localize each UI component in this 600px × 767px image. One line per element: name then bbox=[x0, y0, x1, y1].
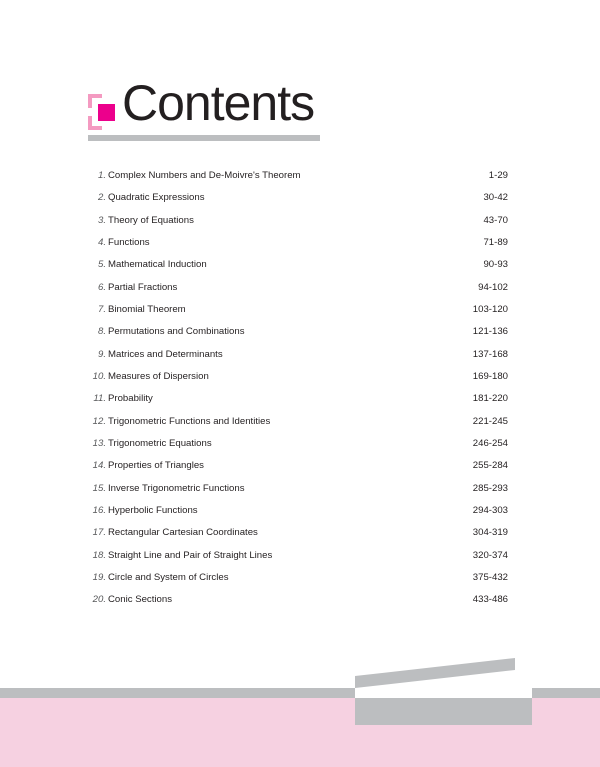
page-range: 90-93 bbox=[483, 259, 508, 271]
chapter-number: 7. bbox=[97, 303, 106, 315]
chapter-number: 20. bbox=[92, 594, 106, 606]
page-range: 137-168 bbox=[472, 348, 508, 360]
toc-entry[interactable] bbox=[80, 349, 508, 371]
chapter-number: 8. bbox=[97, 326, 106, 338]
chapter-title: Trigonometric Functions and Identities bbox=[108, 415, 271, 427]
chapter-title: Matrices and Determinants bbox=[108, 348, 223, 360]
contents-logo-icon bbox=[88, 94, 120, 130]
toc-entry[interactable] bbox=[80, 416, 508, 438]
page-range: 1-29 bbox=[488, 170, 508, 181]
page-range: 320-374 bbox=[472, 549, 508, 561]
chapter-number: 16. bbox=[92, 504, 106, 516]
table-of-contents bbox=[80, 170, 508, 617]
page-range: 43-70 bbox=[483, 214, 508, 226]
page-range: 285-293 bbox=[472, 482, 508, 494]
footer-stripe-left bbox=[0, 688, 355, 698]
page-range: 255-284 bbox=[472, 460, 508, 472]
chapter-title: Inverse Trigonometric Functions bbox=[108, 482, 245, 494]
chapter-number: 6. bbox=[97, 281, 106, 293]
page-range: 294-303 bbox=[472, 504, 508, 516]
toc-entry[interactable] bbox=[80, 192, 508, 214]
page-range: 103-120 bbox=[472, 303, 508, 315]
toc-entry[interactable] bbox=[80, 505, 508, 527]
toc-entry[interactable] bbox=[80, 572, 508, 594]
chapter-title: Properties of Triangles bbox=[108, 460, 204, 472]
footer-ramp-decoration bbox=[355, 656, 515, 688]
page-range: 30-42 bbox=[483, 192, 508, 204]
chapter-number: 3. bbox=[97, 214, 106, 226]
chapter-title: Partial Fractions bbox=[108, 281, 178, 293]
toc-entry[interactable] bbox=[80, 259, 508, 281]
page-range: 121-136 bbox=[472, 326, 508, 338]
toc-entry[interactable] bbox=[80, 215, 508, 237]
chapter-title: Mathematical Induction bbox=[108, 259, 207, 271]
title-underline bbox=[88, 135, 320, 141]
chapter-number: 5. bbox=[97, 259, 106, 271]
page-range: 375-432 bbox=[472, 571, 508, 583]
chapter-title: Trigonometric Equations bbox=[108, 437, 212, 449]
chapter-title: Binomial Theorem bbox=[108, 303, 186, 315]
footer-stripe-right bbox=[532, 688, 600, 698]
toc-entry[interactable] bbox=[80, 304, 508, 326]
toc-entry[interactable] bbox=[80, 237, 508, 259]
chapter-number: 11. bbox=[93, 393, 106, 405]
toc-entry[interactable] bbox=[80, 282, 508, 304]
chapter-number: 13. bbox=[92, 437, 106, 449]
toc-entry[interactable] bbox=[80, 326, 508, 348]
toc-entry[interactable] bbox=[80, 438, 508, 460]
chapter-number: 1. bbox=[97, 170, 106, 181]
page-range: 169-180 bbox=[472, 370, 508, 382]
page-range: 221-245 bbox=[472, 415, 508, 427]
page-range: 304-319 bbox=[472, 527, 508, 539]
toc-entry[interactable] bbox=[80, 460, 508, 482]
chapter-title: Probability bbox=[108, 393, 153, 405]
page-range: 181-220 bbox=[472, 393, 508, 405]
toc-entry[interactable] bbox=[80, 527, 508, 549]
page-title: Contents bbox=[122, 75, 315, 131]
toc-entry[interactable] bbox=[80, 170, 508, 192]
chapter-title: Permutations and Combinations bbox=[108, 326, 245, 338]
toc-entry[interactable] bbox=[80, 393, 508, 415]
chapter-number: 4. bbox=[97, 236, 106, 248]
chapter-number: 10. bbox=[92, 370, 106, 382]
chapter-title: Conic Sections bbox=[108, 594, 172, 606]
chapter-title: Complex Numbers and De-Moivre's Theorem bbox=[108, 170, 301, 181]
page-range: 246-254 bbox=[472, 437, 508, 449]
chapter-title: Circle and System of Circles bbox=[108, 571, 229, 583]
chapter-title: Quadratic Expressions bbox=[108, 192, 205, 204]
toc-entry[interactable] bbox=[80, 550, 508, 572]
chapter-number: 15. bbox=[92, 482, 106, 494]
page-range: 71-89 bbox=[483, 236, 508, 248]
chapter-title: Rectangular Cartesian Coordinates bbox=[108, 527, 258, 539]
toc-entry[interactable] bbox=[80, 483, 508, 505]
chapter-title: Hyperbolic Functions bbox=[108, 504, 198, 516]
toc-entry[interactable] bbox=[80, 371, 508, 393]
chapter-number: 9. bbox=[97, 348, 106, 360]
chapter-title: Functions bbox=[108, 236, 150, 248]
chapter-title: Measures of Dispersion bbox=[108, 370, 209, 382]
chapter-number: 2. bbox=[97, 192, 106, 204]
toc-entry[interactable] bbox=[80, 594, 508, 616]
chapter-number: 18. bbox=[92, 549, 106, 561]
chapter-number: 19. bbox=[92, 571, 106, 583]
chapter-number: 14. bbox=[92, 460, 106, 472]
page-range: 94-102 bbox=[478, 281, 508, 293]
chapter-title: Theory of Equations bbox=[108, 214, 194, 226]
chapter-title: Straight Line and Pair of Straight Lines bbox=[108, 549, 273, 561]
chapter-number: 12. bbox=[92, 415, 106, 427]
footer-block bbox=[355, 698, 532, 725]
page-range: 433-486 bbox=[472, 594, 508, 606]
chapter-number: 17. bbox=[92, 527, 106, 539]
